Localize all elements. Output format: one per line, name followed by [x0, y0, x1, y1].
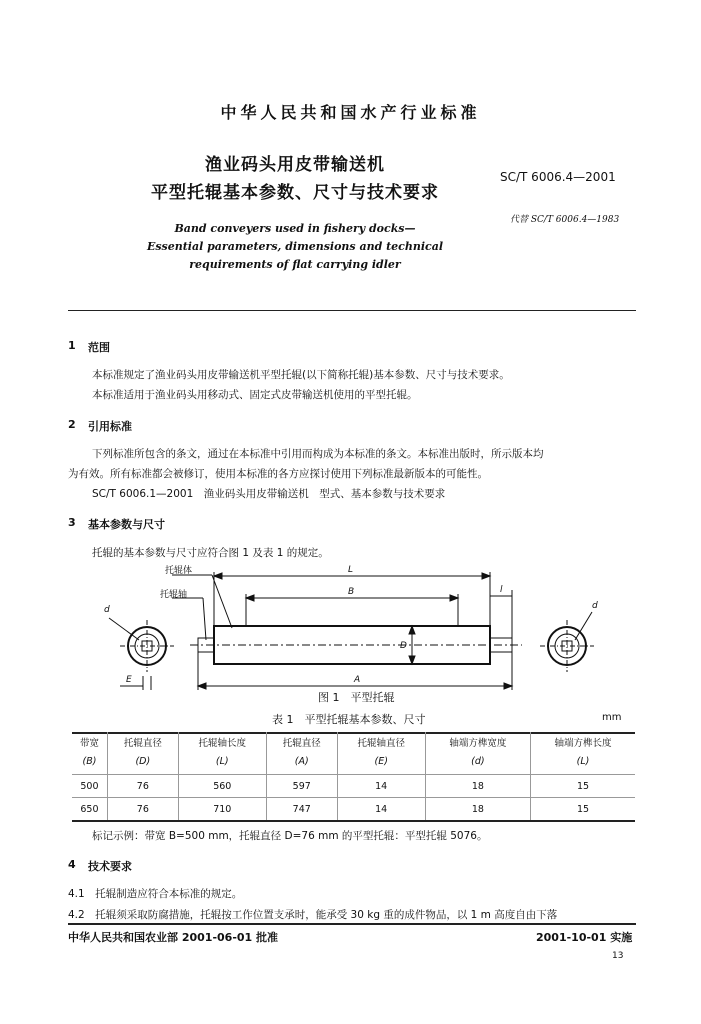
idler-drawing: [0, 560, 701, 700]
effective-date: 2001-10-01 实施: [536, 931, 633, 944]
header-cell: 轴端方榫宽度 (d): [425, 732, 530, 775]
table-cell: 76: [107, 798, 178, 821]
page-number: 13: [612, 951, 624, 961]
table-cell: 76: [107, 775, 178, 798]
label-L: L: [348, 565, 354, 575]
section-2-number: 2: [68, 418, 76, 431]
table-cell: 18: [425, 775, 530, 798]
section-4-title: 技术要求: [88, 860, 132, 873]
approval-line: 中华人民共和国农业部 2001-06-01 批准: [68, 931, 279, 944]
header-cell: 托辊直径 (A): [266, 732, 337, 775]
title-en-line2: Essential parameters, dimensions and technical: [146, 240, 444, 253]
parameters-table: [72, 732, 635, 821]
label-B: B: [348, 587, 355, 597]
label-d-left: d: [104, 605, 110, 615]
section-2-reference: SC/T 6006.1—2001 渔业码头用皮带输送机 型式、基本参数与技术要求: [92, 488, 446, 500]
section-1-paragraph-2: 本标准适用于渔业码头用移动式、固定式皮带输送机使用的平型托辊。: [92, 389, 418, 401]
marking-example: 标记示例：带宽 B=500 mm，托辊直径 D=76 mm 的平型托辊：平型托辊 5076。: [92, 830, 488, 842]
table-cell: 500: [72, 775, 107, 798]
table-cell: 14: [337, 775, 425, 798]
table-unit: mm: [602, 712, 622, 723]
section-3-number: 3: [68, 516, 76, 529]
table-cell: 650: [72, 798, 107, 821]
title-zh-line1: 渔业码头用皮带输送机: [205, 155, 385, 175]
clause-4-1: 4.1 托辊制造应符合本标准的规定。: [68, 888, 243, 900]
label-d-right: d: [592, 601, 598, 611]
header-divider: [68, 310, 636, 311]
section-2-paragraph-1b: 为有效。所有标准都会被修订，使用本标准的各方应探讨使用下列标准最新版本的可能性。: [68, 468, 488, 480]
section-1-title: 范围: [88, 341, 110, 354]
section-4-number: 4: [68, 858, 76, 871]
header-cell: 托辊轴长度 (L): [178, 732, 266, 775]
header-cell: 托辊直径 (D): [107, 732, 178, 775]
table-cell: 597: [266, 775, 337, 798]
label-shaft: 托辊轴: [160, 590, 188, 600]
table-bottom-rule: [72, 820, 635, 822]
table-cell: 15: [531, 775, 635, 798]
header-cell: 托辊轴直径 (E): [337, 732, 425, 775]
section-2-title: 引用标准: [88, 420, 132, 433]
table-row: [72, 798, 635, 821]
title-zh-line2: 平型托辊基本参数、尺寸与技术要求: [151, 183, 439, 203]
section-3-title: 基本参数与尺寸: [88, 518, 165, 531]
label-E: E: [126, 675, 132, 685]
table-cell: 14: [337, 798, 425, 821]
header-cell: 带宽 (B): [72, 732, 107, 775]
table-caption: 表 1 平型托辊基本参数、尺寸: [272, 713, 426, 726]
clause-4-2: 4.2 托辊须采取防腐措施，托辊按工作位置支承时，能承受 30 kg 重的成件物品，以 1 m 高度自由下落: [68, 909, 558, 921]
table-cell: 710: [178, 798, 266, 821]
table-cell: 18: [425, 798, 530, 821]
label-roller-tube: 托辊体: [165, 566, 193, 576]
table-header-row: [72, 732, 635, 775]
footer-divider: [68, 923, 636, 925]
table-cell: 560: [178, 775, 266, 798]
figure-caption: 图 1 平型托辊: [318, 691, 395, 704]
section-1-number: 1: [68, 339, 76, 352]
section-2-paragraph-1a: 下列标准所包含的条文，通过在本标准中引用而构成为本标准的条文。本标准出版时，所示版本均: [92, 448, 544, 460]
standard-code: SC/T 6006.4—2001: [500, 170, 616, 184]
section-3-paragraph-1: 托辊的基本参数与尺寸应符合图 1 及表 1 的规定。: [92, 547, 329, 559]
table-cell: 15: [531, 798, 635, 821]
table-cell: 747: [266, 798, 337, 821]
title-en-line1: Band conveyers used in fishery docks—: [174, 222, 416, 235]
label-D: D: [400, 641, 407, 651]
table-row: [72, 775, 635, 798]
replaces-standard: 代替 SC/T 6006.4—1983: [510, 215, 620, 225]
issuing-organization: 中华人民共和国水产行业标准: [220, 103, 481, 122]
title-en-line3: requirements of flat carrying idler: [189, 258, 401, 271]
header-cell: 轴端方榫长度 (L): [531, 732, 635, 775]
label-A: A: [354, 675, 361, 685]
label-l: l: [500, 585, 503, 595]
section-1-paragraph-1: 本标准规定了渔业码头用皮带输送机平型托辊(以下简称托辊)基本参数、尺寸与技术要求。: [92, 369, 510, 381]
